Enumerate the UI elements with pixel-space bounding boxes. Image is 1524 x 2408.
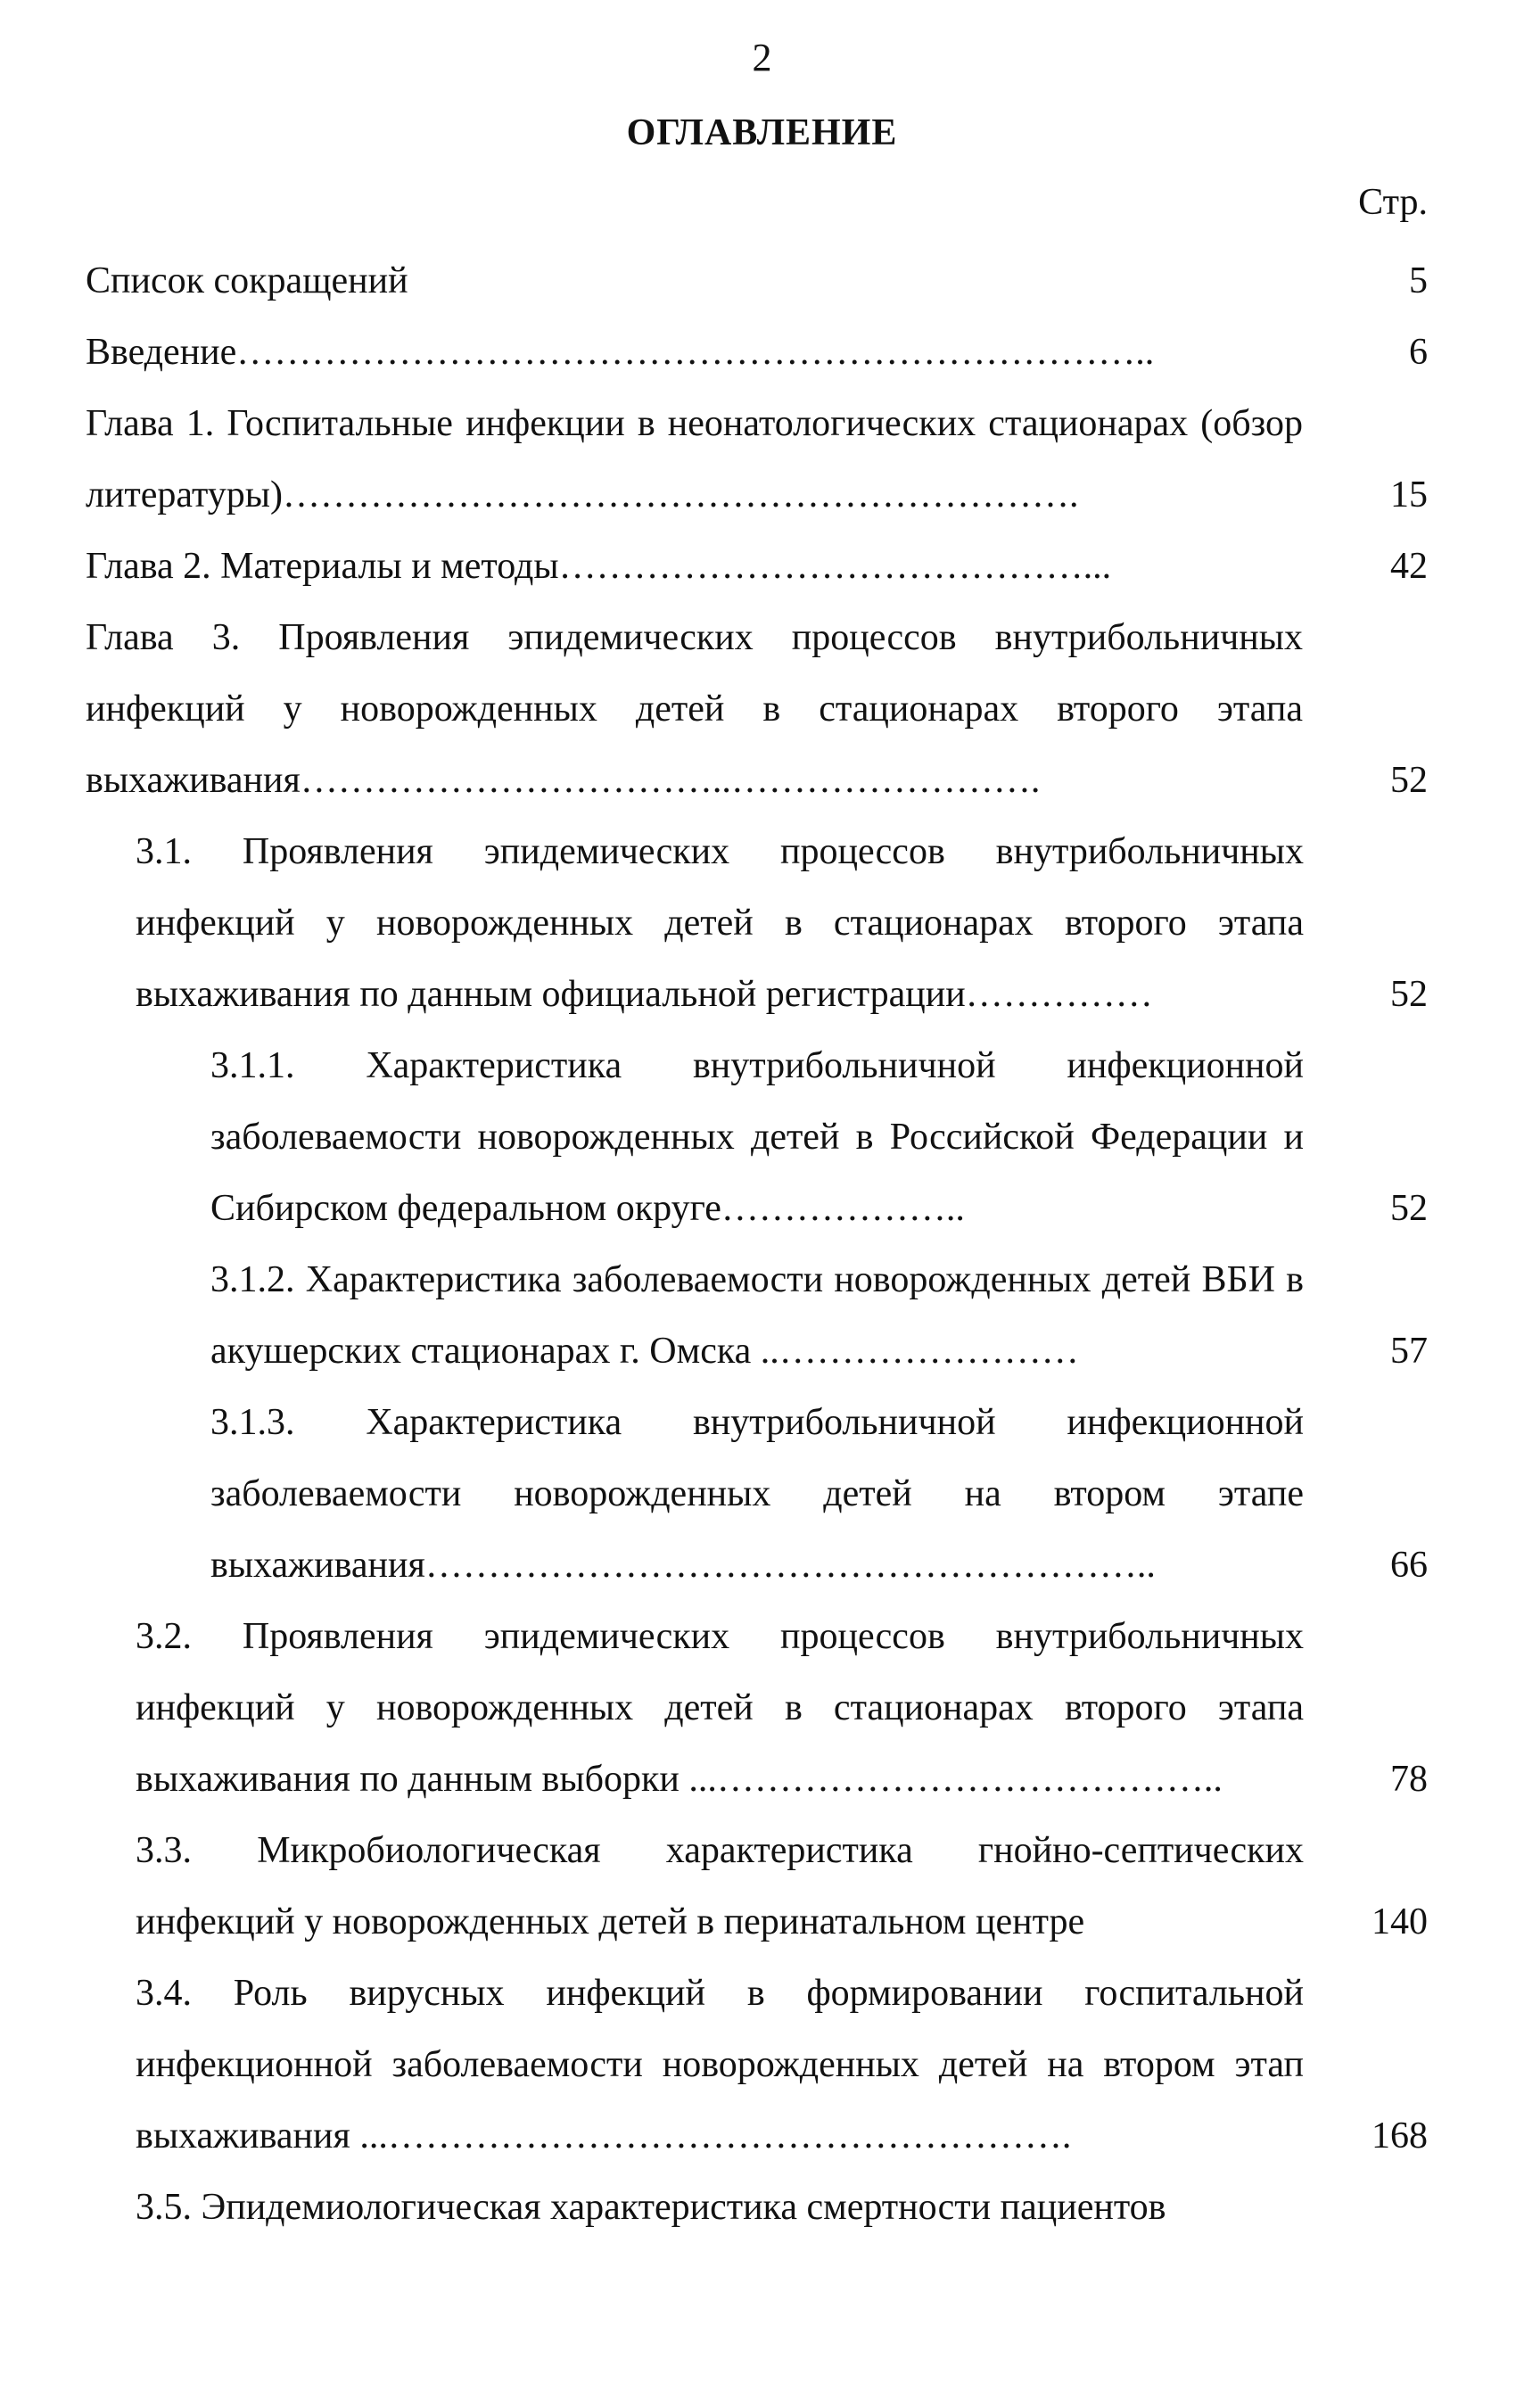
toc-entry[interactable] (0, 602, 1524, 816)
toc-entry-text: 3.2. Проявления эпидемических процессов внутрибольничных инфекций у новорожденных детей в стационарах второго этапа выхаживания по данным выборки ...………………………………….. (136, 1616, 1304, 1800)
toc-entry-text: 3.1.2. Характеристика заболеваемости новорожденных детей ВБИ в акушерских стационарах г. Омска ..…………………… (210, 1259, 1304, 1372)
toc-entry-text: 3.1. Проявления эпидемических процессов внутрибольничных инфекций у новорожденных детей в стационарах второго этапа выхаживания по данным официальной регистрации…………… (136, 831, 1304, 1015)
toc-entry-page: 168 (1372, 2115, 1428, 2156)
toc-title: ОГЛАВЛЕНИЕ (626, 112, 898, 153)
toc-entry-text: Глава 2. Материалы и методы……………………………………... (86, 546, 1112, 587)
toc-entry[interactable] (0, 1958, 1524, 2172)
toc-entry-text: Глава 3. Проявления эпидемических процессов внутрибольничных инфекций у новорожденных детей в стационарах второго этапа выхаживания……………………………..……………………. (86, 617, 1303, 801)
toc-entry-text: Введение……………………………………………………………….. (86, 332, 1155, 373)
toc-entry[interactable] (0, 245, 1524, 317)
toc-entry-page: 42 (1390, 546, 1428, 587)
toc-entry-text: 3.5. Эпидемиологическая характеристика смертности пациентов (136, 2187, 1166, 2228)
toc-entry-text: 3.1.3. Характеристика внутрибольничной инфекционной заболеваемости новорожденных детей на втором этапе выхаживания………………………………………………….. (210, 1402, 1304, 1586)
toc-entry-page: 57 (1390, 1331, 1428, 1372)
toc-entry[interactable] (0, 1815, 1524, 1958)
toc-entry[interactable] (0, 531, 1524, 602)
page-number: 2 (752, 36, 772, 79)
toc-entry[interactable] (0, 1030, 1524, 1244)
table-of-contents (0, 245, 1524, 2243)
toc-entry[interactable] (0, 2172, 1524, 2243)
toc-entry-page: 52 (1390, 974, 1428, 1015)
toc-entry-page: 78 (1390, 1759, 1428, 1800)
toc-entry[interactable] (0, 1387, 1524, 1601)
toc-entry-page: 5 (1409, 260, 1428, 301)
toc-entry[interactable] (0, 816, 1524, 1030)
toc-entry-page: 52 (1390, 760, 1428, 801)
toc-entry-text: 3.3. Микробиологическая характеристика гнойно-септических инфекций у новорожденных детей в перинатальном центре (136, 1830, 1304, 1942)
toc-entry-page: 15 (1390, 474, 1428, 515)
toc-entry-page: 52 (1390, 1188, 1428, 1229)
toc-entry-page: 6 (1409, 332, 1428, 373)
toc-entry-text: 3.1.1. Характеристика внутрибольничной инфекционной заболеваемости новорожденных детей в Российской Федерации и Сибирском федеральном округе……………….. (210, 1045, 1304, 1229)
toc-entry-page: 140 (1372, 1901, 1428, 1942)
toc-entry[interactable] (0, 1601, 1524, 1815)
toc-entry[interactable] (0, 317, 1524, 388)
toc-entry-text: Глава 1. Госпитальные инфекции в неонатологических стационарах (обзор литературы)………………………………………………………. (86, 403, 1303, 515)
toc-entry-page: 66 (1390, 1545, 1428, 1586)
toc-entry[interactable] (0, 1244, 1524, 1387)
toc-entry[interactable] (0, 388, 1524, 531)
page-column-header: Стр. (1358, 182, 1428, 223)
toc-entry-text: Список сокращений (86, 260, 408, 301)
toc-entry-text: 3.4. Роль вирусных инфекций в формировании госпитальной инфекционной заболеваемости новорожденных детей на втором этап выхаживания ...………………………………………………. (136, 1973, 1304, 2156)
